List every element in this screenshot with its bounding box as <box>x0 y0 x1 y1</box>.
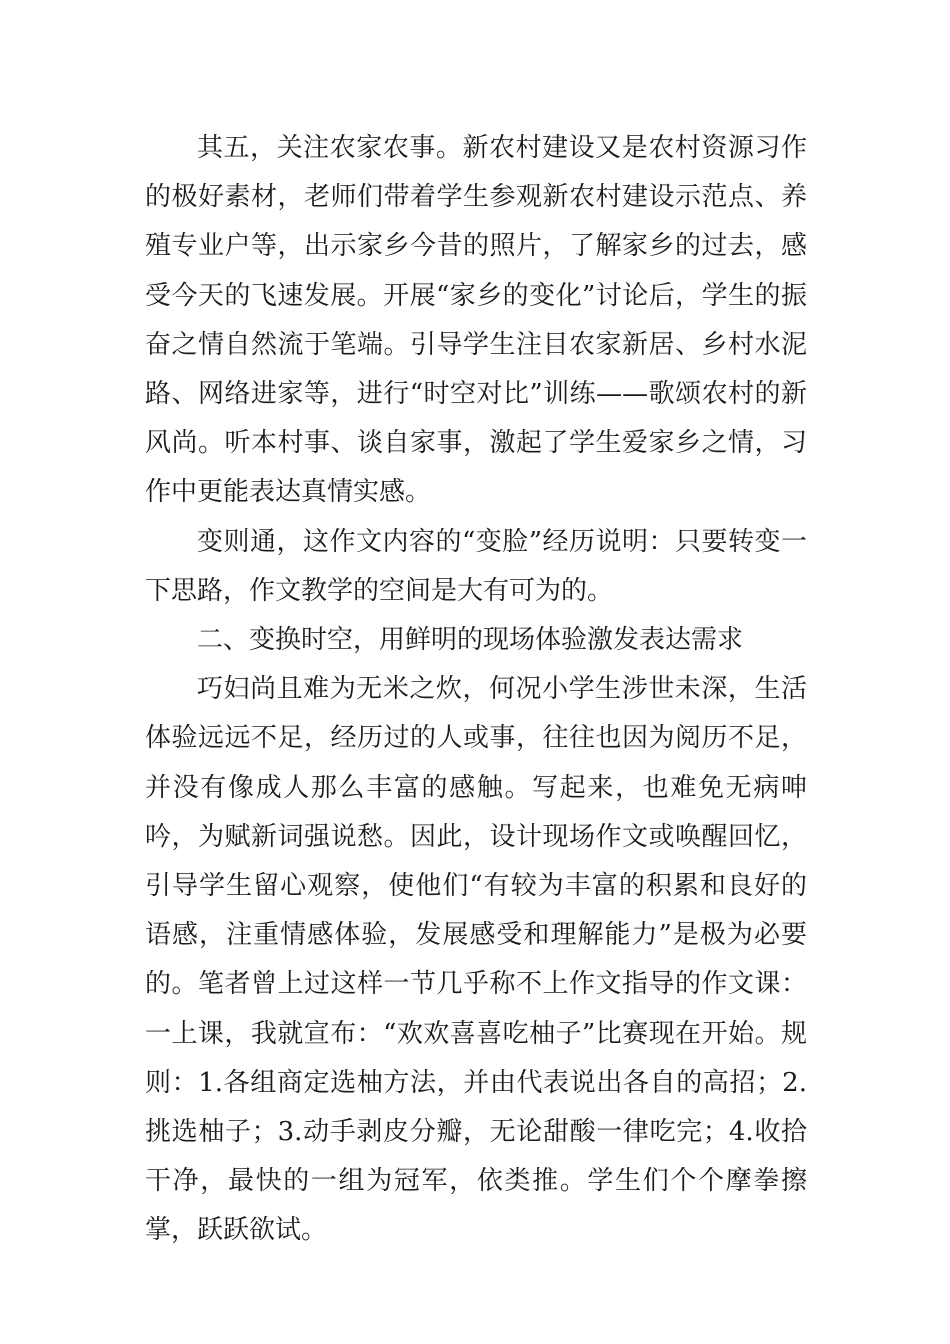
document-body <box>145 124 807 1256</box>
paragraph-rural-affairs: 其五，关注农家农事。新农村建设又是农村资源习作的极好素材，老师们带着学生参观新农村建设示范点、养殖专业户等，出示家乡今昔的照片，了解家乡的过去，感受今天的飞速发展。开展“家乡的变化”讨论后，学生的振奋之情自然流于笔端。引导学生注目农家新居、乡村水泥路、网络进家等，进行“时空对比”训练——歌颂农村的新风尚。听本村事、谈自家事，激起了学生爱家乡之情，习作中更能表达真情实感。 <box>145 133 807 508</box>
paragraph-change-conclusion: 变则通，这作文内容的“变脸”经历说明：只要转变一下思路，作文教学的空间是大有可为的。 <box>145 526 807 606</box>
section-heading: 二、变换时空，用鲜明的现场体验激发表达需求 <box>197 625 744 656</box>
paragraph-pomelo-lesson: 巧妇尚且难为无米之炊，何况小学生涉世未深，生活体验远远不足，经历过的人或事，往往也因为阅历不足，并没有像成人那么丰富的感触。写起来，也难免无病呻吟，为赋新词强说愁。因此，设计现场作文或唤醒回忆，引导学生留心观察，使他们“有较为丰富的积累和良好的语感，注重情感体验，发展感受和理解能力”是极为必要的。笔者曾上过这样一节几乎称不上作文指导的作文课：一上课，我就宣布：“欢欢喜喜吃柚子”比赛现在开始。规则：1.各组商定选柚方法，并由代表说出各自的高招；2.挑选柚子；3.动手剥皮分瓣，无论甜酸一律吃完；4.收拾干净，最快的一组为冠军，依类推。学生们个个摩拳擦掌，跃跃欲试。 <box>145 674 807 1246</box>
